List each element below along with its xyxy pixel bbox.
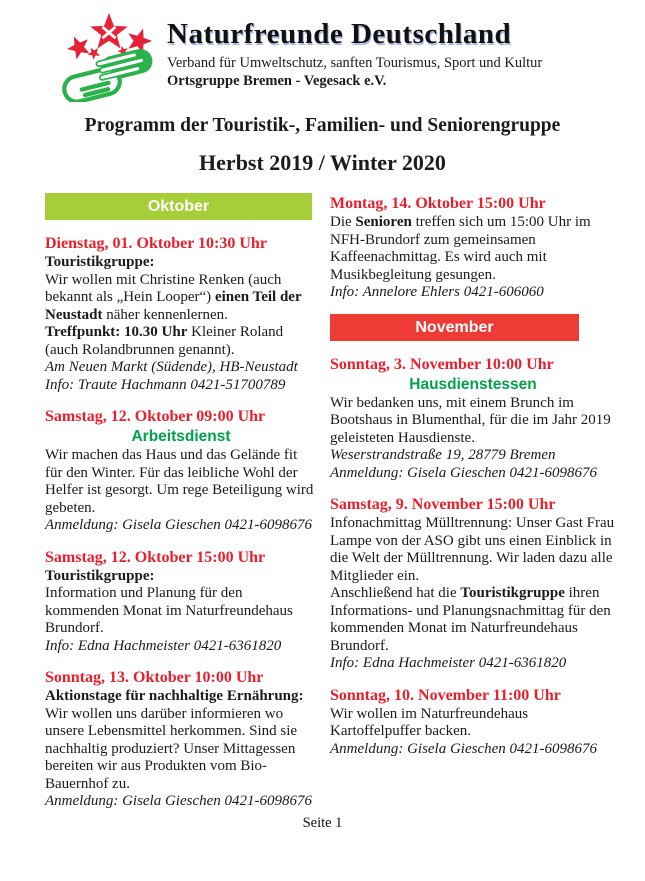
event-subhead-text <box>45 568 317 586</box>
event-italic-text <box>330 284 616 302</box>
event-green-text <box>330 375 616 395</box>
text-run: Anmeldung: Gisela Gieschen 0421-6098676 <box>330 464 598 481</box>
event-italic-text <box>45 359 317 377</box>
event-body-text <box>330 515 616 585</box>
right-column <box>330 193 616 823</box>
event-italic-text <box>45 638 317 656</box>
text-run: Anmeldung: Gisela Gieschen 0421-6098676 <box>330 740 598 757</box>
event-body-text <box>45 272 317 325</box>
naturfreunde-logo <box>56 10 162 102</box>
text-run: Wir bedanken uns, mit einem Brunch im Bootshaus in Blumenthal, für die im Jahr 2019 geleisteten Hausdienste. <box>330 394 611 446</box>
event-entry <box>45 667 317 811</box>
event-entry <box>45 547 317 656</box>
text-run: Info: Edna Hachmeister 0421-6361820 <box>330 655 567 671</box>
event-body-text <box>45 447 317 517</box>
event-subhead-text <box>45 688 317 706</box>
event-date-heading: Sonntag, 3. November 10:00 Uhr <box>330 355 554 373</box>
text-run: Info: Edna Hachmeister 0421-6361820 <box>45 637 282 654</box>
event-date-heading: Sonntag, 13. Oktober 10:00 Uhr <box>45 669 264 686</box>
text-run: Touristikgruppe: <box>45 567 155 584</box>
text-run: Touristikgruppe <box>460 585 565 601</box>
event-date-heading: Samstag, 9. November 15:00 Uhr <box>330 496 556 513</box>
event-date-heading: Samstag, 12. Oktober 15:00 Uhr <box>45 548 266 566</box>
event-italic-text <box>330 741 616 759</box>
text-run: Wir wollen mit Christine Renken (auch bekannt als „Hein Looper“) <box>45 271 282 305</box>
text-run: Anschließend hat die <box>330 585 461 601</box>
text-run: Wir wollen im Naturfreundehaus Kartoffelpuffer backen. <box>330 705 529 739</box>
event-date-heading: Samstag, 12. Oktober 09:00 Uhr <box>45 408 266 425</box>
text-run: Kleiner Roland (auch Rolandbrunnen genannt). <box>45 324 284 358</box>
text-run: Wir wollen uns darüber informieren wo unsere Lebensmittel herkommen. Sind sie nachhaltig produziert? Unser Mittagessen bereiten wir aus Produkten vom Bio-Bauernhof zu. <box>45 705 298 792</box>
event-body-text <box>45 585 317 638</box>
text-run: Aktionstage für nachhaltige Ernährung: <box>45 688 304 704</box>
event-date-heading: Montag, 14. Oktober 15:00 Uhr <box>330 195 546 212</box>
text-run: treffen sich um 15:00 Uhr im NFH-Brundorf zum gemeinsamen Kaffeenachmittag. Es wird auch mit Musikbegleitung gesungen. <box>330 214 591 283</box>
text-run: Hausdienstessen <box>409 375 537 393</box>
event-entry <box>330 354 616 483</box>
logo-graphic <box>56 10 162 102</box>
text-run: Am Neuen Markt (Südende), HB-Neustadt <box>45 359 298 375</box>
event-entry <box>45 406 317 535</box>
event-italic-text <box>330 655 616 673</box>
text-run: Senioren <box>355 214 412 230</box>
event-subhead-text <box>45 254 317 272</box>
text-run: Treffpunkt: 10.30 Uhr <box>45 324 188 340</box>
event-entry <box>45 233 317 394</box>
text-run: Wir machen das Haus und das Gelände fit für den Winter. Für das leibliche Wohl der Helfer ist gesorgt. Um rege Beteiligung wird gebeten. <box>45 447 314 516</box>
org-subtitle: Verband für Umweltschutz, sanften Tourismus, Sport und Kultur <box>167 55 543 71</box>
event-body-text <box>45 324 317 359</box>
season-title: Herbst 2019 / Winter 2020 <box>199 150 446 175</box>
org-name: Naturfreunde Deutschland <box>167 18 512 50</box>
event-date-heading: Sonntag, 10. November 11:00 Uhr <box>330 686 561 704</box>
program-title: Programm der Touristik-, Familien- und Seniorengruppe <box>84 115 561 136</box>
text-run: Arbeitsdienst <box>131 428 231 445</box>
event-entry <box>330 494 616 673</box>
event-entry <box>330 685 616 759</box>
text-run: Anmeldung: Gisela Gieschen 0421-6098676 <box>45 793 313 809</box>
handshake-icon <box>59 46 158 102</box>
text-run: näher kennenlernen. <box>102 306 228 323</box>
event-body-text <box>330 214 616 284</box>
event-italic-text <box>45 377 317 395</box>
event-date-heading: Dienstag, 01. Oktober 10:30 Uhr <box>45 235 267 252</box>
event-body-text <box>330 585 616 655</box>
event-body-text <box>330 706 616 741</box>
event-body-text <box>45 706 317 794</box>
month-banner-november: November <box>330 314 579 341</box>
event-body-text <box>330 395 616 448</box>
event-entry <box>330 193 616 302</box>
text-run: Weserstrandstraße 19, 28779 Bremen <box>330 447 556 463</box>
event-green-text <box>45 427 317 447</box>
text-run: Die <box>330 214 356 230</box>
text-run: ihren Informations- und Planungsnachmittag für den kommenden Monat im Naturfreundehaus Brundorf. <box>330 585 611 654</box>
left-column <box>45 193 317 823</box>
event-italic-text <box>45 517 317 535</box>
text-run: Touristikgruppe: <box>45 254 155 270</box>
month-banner-oktober: Oktober <box>45 193 312 220</box>
header-text <box>167 10 542 90</box>
text-run: Infonachmittag Mülltrennung: Unser Gast Frau Lampe von der ASO gibt uns einen Einblick in die Welt der Mülltrennung. Wir laden dazu alle Mitglieder ein. <box>330 515 615 584</box>
event-italic-text <box>330 447 616 465</box>
text-run: Information und Planung für den kommenden Monat im Naturfreundehaus Brundorf. <box>45 585 293 636</box>
org-local-group: Ortsgruppe Bremen - Vegesack e.V. <box>167 73 387 89</box>
text-run: Anmeldung: Gisela Gieschen 0421-6098676 <box>45 517 313 533</box>
event-italic-text <box>330 465 616 483</box>
event-italic-text <box>45 793 317 811</box>
text-run: einen Teil der Neustadt <box>45 289 302 323</box>
text-run: Info: Annelore Ehlers 0421-606060 <box>330 284 544 300</box>
content-columns <box>0 193 645 823</box>
text-run: Info: Traute Hachmann 0421-51700789 <box>45 376 286 393</box>
page-footer <box>0 815 645 832</box>
page-number: Seite 1 <box>302 815 343 831</box>
header <box>0 0 645 102</box>
